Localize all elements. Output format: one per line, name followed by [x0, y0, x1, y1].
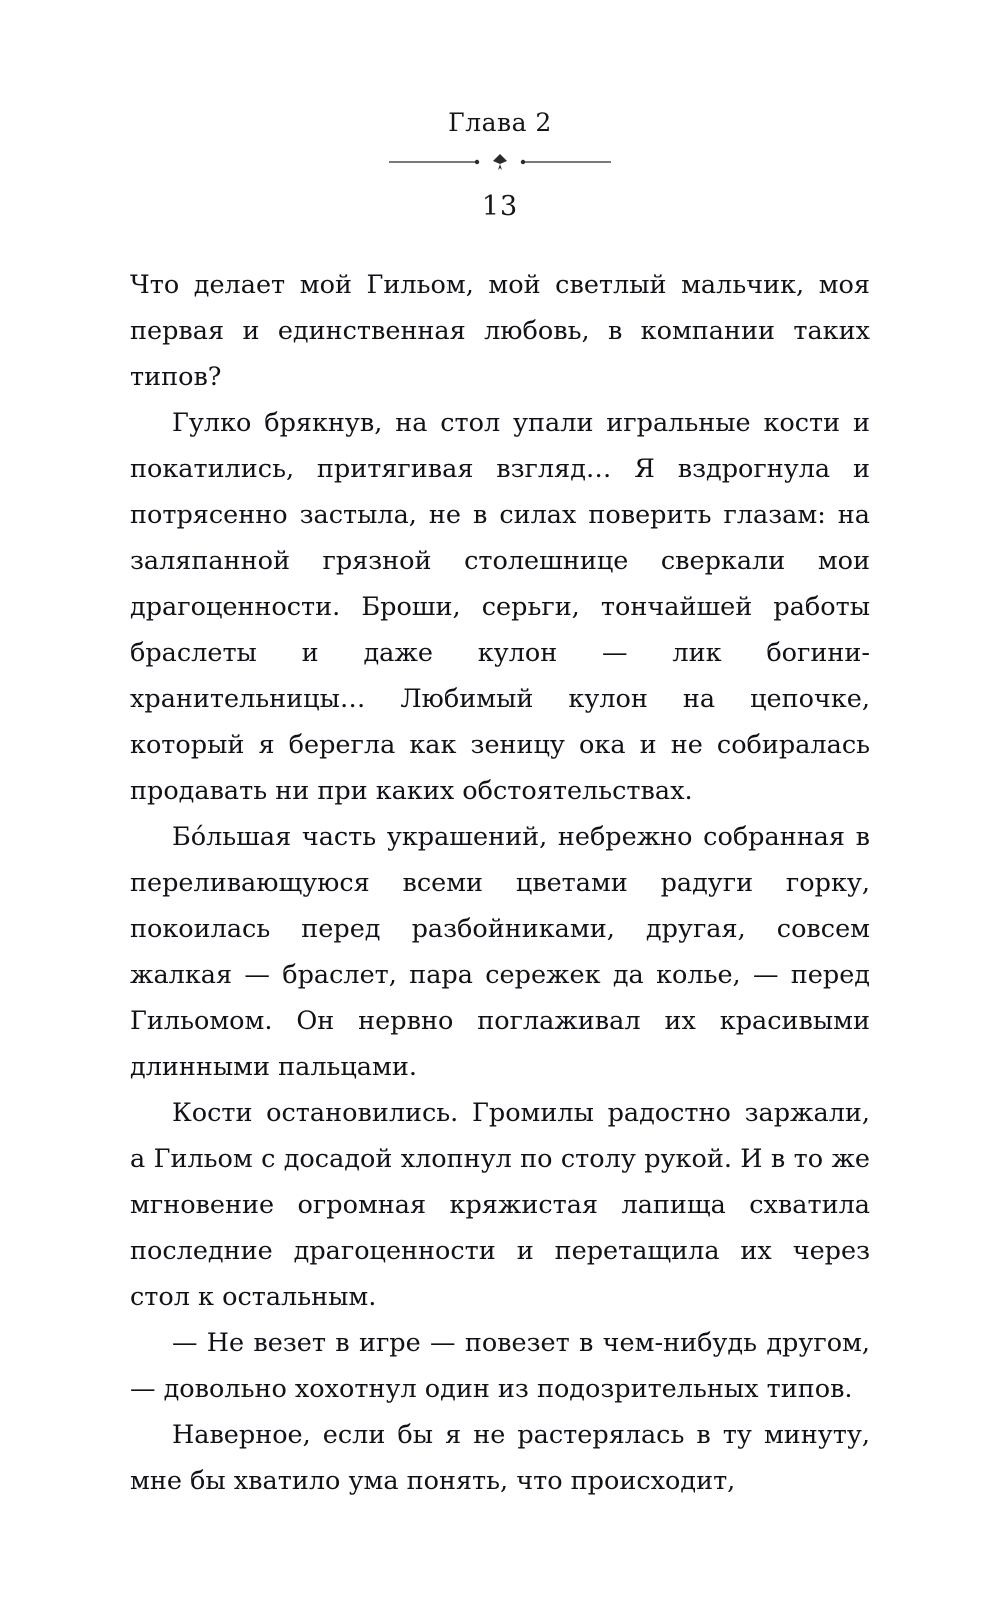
paragraph: Бо́льшая часть украшений, небрежно собранная в переливающуюся всеми цветами радуги горку, покоилась перед разбойниками, другая, совсем жалкая — браслет, пара сережек да колье, — перед Гильомом. Он нервно поглаживал их красивыми длинными пальцами.: [130, 822, 870, 1082]
body-text: [130, 262, 870, 1504]
chapter-title: Глава 2: [448, 108, 552, 137]
flourish-divider-icon: [385, 151, 615, 173]
paragraph: Гулко брякнув, на стол упали игральные кости и покатились, притягивая взгляд… Я вздрогнула и потрясенно застыла, не в силах поверить глазам: на заляпанной грязной столешнице сверкали мои драгоценности. Броши, серьги, тончайшей работы браслеты и даже кулон — лик богини-хранительницы… Любимый кулон на цепочке, который я берегла как зеницу ока и не собиралась продавать ни при каких обстоятельствах.: [130, 408, 870, 806]
section-number: 13: [481, 191, 519, 222]
paragraph: Наверное, если бы я не растерялась в ту минуту, мне бы хватило ума понять, что происходит,: [130, 1420, 870, 1496]
paragraph: — Не везет в игре — повезет в чем-нибудь другом, — довольно хохотнул один из подозрительных типов.: [130, 1328, 870, 1404]
paragraph: Кости остановились. Громилы радостно заржали, а Гильом с досадой хлопнул по столу рукой. И в то же мгновение огромная кряжистая лапища схватила последние драгоценности и перетащила их через стол к остальным.: [130, 1098, 870, 1312]
paragraph: Что делает мой Гильом, мой светлый мальчик, моя первая и единственная любовь, в компании таких типов?: [130, 270, 870, 392]
